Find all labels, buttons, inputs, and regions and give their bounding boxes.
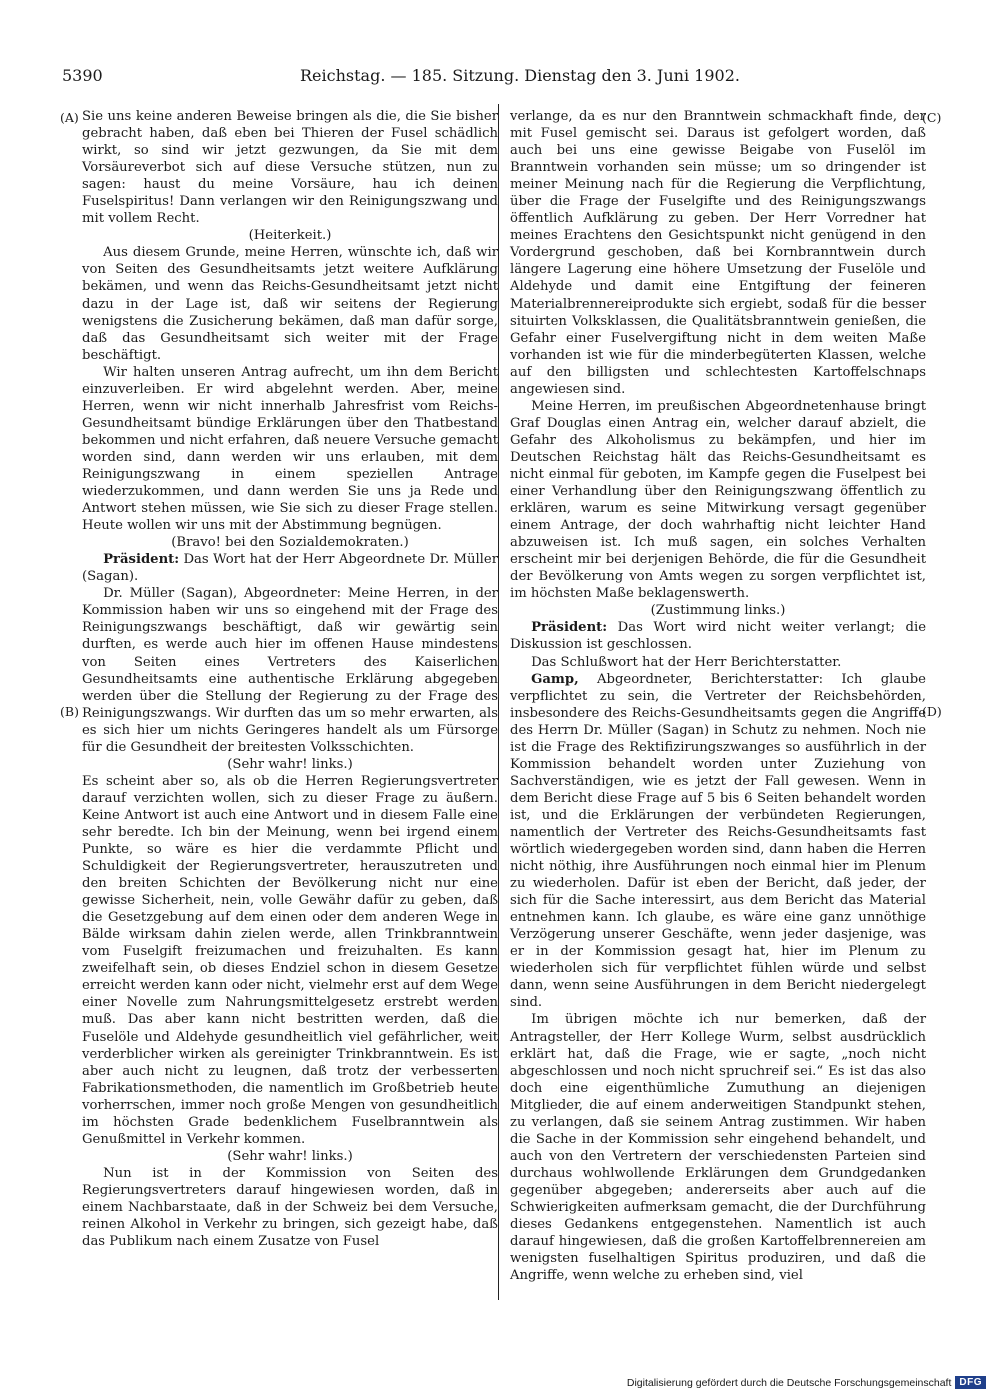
paragraph-text: (Bravo! bei den Sozialdemokraten.) — [171, 535, 409, 551]
paragraph-text: Abgeordneter, Berichterstatter: Ich glaube verpflichtet zu sein, die Vertreter der Reichsbehörden, insbesondere des Reichs-Gesundheitsamts gegen die Angriffe des Herrn Dr. Müller (Sagan) in Schutz zu nehmen. Noch nie ist die Frage des Rektifizirungszwanges so ausführlich in der Kommission behandelt worden unter Zuziehung von Sachverständigen, wie es jetzt der Fall gewesen. Wenn in dem Bericht diese Frage auf 5 bis 6 Seiten behandelt worden ist, und die Erklärungen der verbündeten Regierungen, namentlich der Vertreter des Reichs-Gesundheitsamts fast wörtlich wiedergegeben worden sind, dann haben die Herren nicht nöthig, ihre Ausführungen noch einmal hier im Plenum zu wiederholen. Dafür ist eben der Bericht, daß jeder, der sich für die Sache interessirt, aus dem Bericht das Material entnehmen kann. Ich glaube, es wäre eine ganz unnöthige Verzögerung unserer Geschäfte, wenn jeder dasjenige, was er in der Kommission gesagt hat, hier im Plenum zu wiederholen sich für verpflichtet fühlen würde und selbst dann, wenn seine Ausführungen in dem Bericht niedergelegt sind. — [510, 671, 926, 1011]
right-column — [510, 108, 926, 1284]
paragraph — [82, 364, 498, 534]
footer-credit: Digitalisierung gefördert durch die Deutsche Forschungsgemeinschaft — [626, 1376, 952, 1389]
paragraph-text: (Sehr wahr! links.) — [227, 756, 353, 772]
paragraph — [82, 585, 498, 755]
paragraph-text: Wir halten unseren Antrag aufrecht, um ihn dem Bericht einzuverleiben. Er wird abgelehnt werden. Aber, meine Herren, wenn wir nicht innerhalb Jahresfrist vom Reichs-Gesundheitsamt bündige Erklärungen über den Thatbestand bekommen und nicht erfahren, daß neuere Versuche gemacht worden sind, dann werden wir uns erlauben, mit dem Reinigungszwang in einem speziellen Antrage wiederzukommen, und dann werden Sie uns ja Rede und Antwort stehen müssen, wie Sie sich zu dieser Frage stellen. Heute wollen wir uns mit der Abstimmung begnügen. — [82, 364, 498, 534]
paragraph-text: Sie uns keine anderen Beweise bringen als die, die Sie bisher gebracht haben, daß eben bei Thieren der Fusel schädlich wirkt, so sind wir jetzt gezwungen, da Sie mit dem Vorsäureverbot sich auf diese Versuche stützen, nun zu sagen: haust du meine Vorsäure, hau ich deinen Fuselspiritus! Dann verlangen wir den Reinigungszwang und mit vollem Recht. — [82, 109, 498, 227]
paragraph — [82, 108, 498, 227]
page-header — [62, 66, 938, 90]
paragraph-text: (Sehr wahr! links.) — [227, 1148, 353, 1164]
page-footer — [627, 1376, 986, 1389]
paragraph — [82, 773, 498, 1148]
column-divider — [498, 104, 499, 1300]
margin-marker-a: (A) — [60, 110, 79, 125]
interjection — [82, 756, 498, 773]
speaker-name: Gamp, — [531, 671, 579, 687]
paragraph — [510, 671, 926, 1012]
paragraph — [510, 619, 926, 653]
margin-marker-b: (B) — [60, 704, 79, 719]
paragraph — [510, 1011, 926, 1284]
paragraph — [82, 551, 498, 585]
paragraph-text: Nun ist in der Kommission von Seiten des Regierungsvertreters darauf hingewiesen worden, daß in einem Nachbarstaate, daß in der Schweiz bei dem Versuche, reinen Alkohol in Verkehr zu bringen, sich gezeigt habe, daß das Publikum nach einem Zusatze von Fusel — [82, 1165, 498, 1250]
paragraph-text: Dr. Müller (Sagan), Abgeordneter: Meine Herren, in der Kommission haben wir uns so eingehend mit der Frage des Reinigungszwangs beschäftigt, daß wir gewärtig sein durften, es werde auch hier im offenen Hause mindestens von Seiten eines Vertreters des Kaiserlichen Gesundheitsamts eine authentische Erklärung abgegeben werden über die Stellung der Regierung zu der Frage des Reinigungszwangs. Wir durften das um so mehr erwarten, als es sich hier um nichts Geringeres handelt als um Fürsorge für die Gesundheit der breitesten Volksschichten. — [82, 586, 498, 755]
dfg-logo: DFG — [955, 1376, 986, 1389]
paragraph-text: Das Wort hat der Herr Abgeordnete Dr. Müller (Sagan). — [82, 552, 498, 585]
margin-marker-d: (D) — [922, 704, 942, 719]
paragraph-text: Das Schlußwort hat der Herr Berichterstatter. — [531, 654, 842, 670]
interjection — [510, 602, 926, 619]
left-column — [82, 108, 498, 1250]
paragraph — [510, 108, 926, 398]
paragraph-text: Meine Herren, im preußischen Abgeordnetenhause bringt Graf Douglas einen Antrag ein, welcher darauf abzielt, die Gefahr des Alkoholismus zu bekämpfen, und hier im Deutschen Reichstag hält das Reichs-Gesundheitsamt es nicht einmal für geboten, im Kampfe gegen die Fuselpest bei einer Verhandlung über den Reinigungszwang öffentlich zu erklären, warum es seine Mitwirkung versagt gegenüber einem Antrage, der doch wahrhaftig nicht leichter Hand abzuweisen ist. Ich muß sagen, ein solches Verhalten erscheint mir bei derjenigen Behörde, die für die Gesundheit der Bevölkerung von Amts wegen zu sorgen verpflichtet ist, im höchsten Maße beklagenswerth. — [510, 398, 926, 602]
margin-marker-c: (C) — [922, 110, 942, 125]
interjection — [82, 1148, 498, 1165]
paragraph — [82, 1165, 498, 1250]
paragraph-text: Im übrigen möchte ich nur bemerken, daß der Antragsteller, der Herr Kollege Wurm, selbst ausdrücklich erklärt hat, daß die Frage, wie er sagte, „noch nicht abgeschlossen und noch nicht spruchreif sei.“ Es ist das also doch eine eigenthümliche Zumuthung an diejenigen Mitglieder, die auf einem anderweitigen Standpunkt stehen, zu verlangen, daß sie seinem Antrag zustimmen. Wir haben die Sache in der Kommission sehr eingehend behandelt, und auch von den Vertretern der verschiedensten Parteien sind durchaus wohlwollende Erklärungen dem Grundgedanken gegenüber abgegeben; andererseits aber auch auf die Schwierigkeiten aufmerksam gemacht, die der Durchführung dieses Gedankens entgegenstehen. Namentlich ist auch darauf hingewiesen, daß die großen Kartoffelbrennereien am wenigsten fuselhaltigen Spiritus produziren, und daß die Angriffe, wenn welche zu erheben sind, viel — [510, 1012, 926, 1284]
paragraph — [510, 654, 926, 671]
page-number: 5390 — [62, 66, 103, 85]
interjection — [82, 534, 498, 551]
paragraph-text: (Heiterkeit.) — [248, 228, 332, 244]
paragraph-text: Aus diesem Grunde, meine Herren, wünschte ich, daß wir von Seiten des Gesundheitsamts jetzt weitere Aufklärung bekämen, und wenn das Reichs-Gesundheitsamt jetzt nicht dazu in der Lage ist, daß wir seitens der Regierung wenigstens die Zusicherung bekämen, daß man dafür sorge, daß das Gesundheitsamt sich weiter mit der Frage beschäftigt. — [82, 245, 498, 363]
paragraph-text: (Zustimmung links.) — [650, 603, 786, 619]
session-title: Reichstag. — 185. Sitzung. Dienstag den 3. Juni 1902. — [300, 66, 740, 85]
paragraph-text: verlange, da es nur den Branntwein schmackhaft finde, der mit Fusel gemischt sei. Daraus ist gefolgert worden, daß auch bei uns eine gewisse Beigabe von Fuselöl im Branntwein vorhanden sein müsse; um so dringender ist meiner Meinung nach für die Regierung die Verpflichtung, über die Frage der Fuselgifte und des Reinigungszwangs öffentlich Aufklärung zu geben. Der Herr Vorredner hat meines Erachtens den Gesichtspunkt nicht genügend in den Vordergrund geschoben, daß bei Kornbranntwein durch längere Lagerung eine höhere Umsetzung der Fuselöle und Aldehyde und damit eine Entgiftung der feineren Materialbrennereiprodukte sich ergiebt, sodaß für die besser situirten Volksklassen, die Qualitätsbranntwein genießen, die Gefahr einer Fuselvergiftung nicht in dem weiten Maße vorhanden ist wie für die minderbegüterten Klassen, welche auf den billigsten und schlechtesten Kartoffelschnaps angewiesen sind. — [510, 109, 926, 397]
interjection — [82, 227, 498, 244]
paragraph — [510, 398, 926, 603]
paragraph-text: Das Wort wird nicht weiter verlangt; die Diskussion ist geschlossen. — [510, 620, 926, 653]
paragraph — [82, 244, 498, 363]
paragraph-text: Es scheint aber so, als ob die Herren Regierungsvertreter darauf verzichten wollen, sich zu dieser Frage zu äußern. Keine Antwort ist auch eine Antwort und in diesem Falle eine sehr beredte. Ich bin der Meinung, wenn bei irgend einem Punkte, so wäre es hier die verdammte Pflicht und Schuldigkeit der Regierungsvertreter, herauszutreten und den breiten Schichten der Bevölkerung nicht nur eine gewisse Sicherheit, nein, volle Gewähr dafür zu geben, daß die Gesetzgebung auf dem einen oder dem anderen Wege in Bälde wirksam dahin zielen werde, allen Trinkbranntwein vom Fuselgift freizumachen und freizuhalten. Es kann zweifelhaft sein, ob dieses Endziel schon in diesem Gesetze erreicht werden kann oder nicht, vielmehr erst auf dem Wege einer Novelle zum Nahrungsmittelgesetz erstrebt werden muß. Das aber kann nicht bestritten werden, daß die Fuselöle und Aldehyde gesundheitlich viel gefährlicher, weit verderblicher wirken als gereinigter Trinkbranntwein. Es ist aber auch nicht zu leugnen, daß trotz der verbesserten Fabrikationsmethoden, die namentlich im Großbetrieb heute vorherrschen, immer noch große Mengen von gesundheitlich im höchsten Grade bedenklichem Fuselbranntwein als Genußmittel in Verkehr kommen. — [82, 773, 498, 1147]
speaker-name: Präsident: — [531, 620, 608, 636]
speaker-name: Präsident: — [103, 552, 180, 568]
